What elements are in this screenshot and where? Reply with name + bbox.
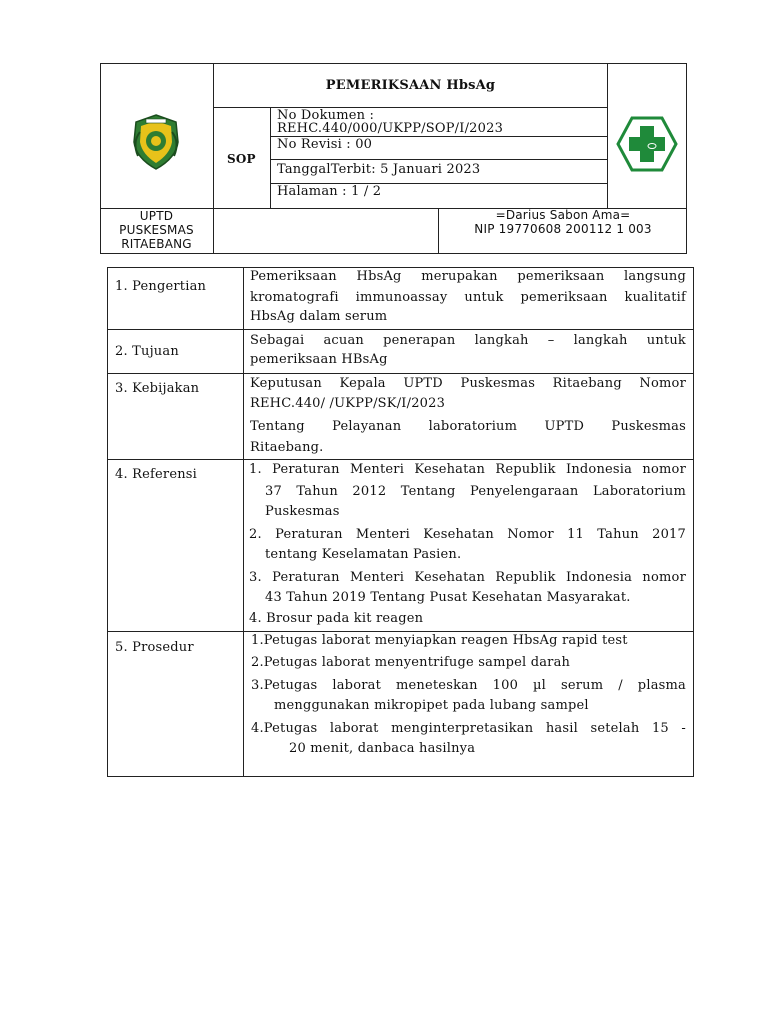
document-title: PEMERIKSAAN HbsAg: [325, 78, 496, 93]
pengertian-line: HbsAg dalam serum: [250, 309, 388, 324]
page-number: Halaman : 1 / 2: [277, 184, 382, 199]
tujuan-line: Sebagai acuan penerapan langkah – langkah untuk: [250, 333, 686, 348]
kebijakan-line: Ritaebang.: [250, 440, 324, 455]
referensi-item-line: 37 Tahun 2012 Tentang Penyelengaraan Laboratorium: [265, 484, 686, 499]
referensi-item-line: Puskesmas: [265, 504, 340, 519]
kebijakan-line: Keputusan Kepala UPTD Puskesmas Ritaebang Nomor: [250, 376, 686, 391]
prosedur-item-line: 1.Petugas laborat menyiapkan reagen HbsAg rapid test: [251, 633, 628, 648]
regency-crest-icon: [126, 112, 186, 172]
referensi-item-line: tentang Keselamatan Pasien.: [265, 547, 462, 562]
org-name-line-1: UPTD: [139, 209, 174, 223]
prosedur-item-line: 4.Petugas laborat menginterpretasikan hasil setelah 15 -: [251, 721, 686, 736]
prosedur-item-line: 3.Petugas laborat meneteskan 100 µl serum / plasma: [251, 678, 686, 693]
signer-name: =Darius Sabon Ama=: [495, 208, 631, 222]
pengertian-line: Pemeriksaan HbsAg merupakan pemeriksaan langsung: [250, 269, 686, 284]
tujuan-line: pemeriksaan HBsAg: [250, 352, 388, 367]
issue-date: TanggalTerbit: 5 Januari 2023: [277, 162, 481, 177]
org-name-line-2: PUSKESMAS: [119, 223, 194, 237]
kebijakan-line: REHC.440/ /UKPP/SK/I/2023: [250, 396, 446, 411]
section-label-tujuan: 2. Tujuan: [115, 344, 179, 359]
referensi-item-line: 2. Peraturan Menteri Kesehatan Nomor 11 Tahun 2017: [249, 527, 686, 542]
section-label-pengertian: 1. Pengertian: [115, 279, 207, 294]
puskesmas-cross-icon: [616, 116, 678, 172]
org-name-line-3: RITAEBANG: [121, 237, 192, 251]
doc-number-value: REHC.440/000/UKPP/SOP/I/2023: [277, 121, 504, 136]
referensi-item-line: 43 Tahun 2019 Tentang Pusat Kesehatan Masyarakat.: [265, 590, 631, 605]
referensi-item-line: 3. Peraturan Menteri Kesehatan Republik Indonesia nomor: [249, 570, 686, 585]
referensi-item-line: 4. Brosur pada kit reagen: [249, 611, 424, 626]
prosedur-item-line: menggunakan mikropipet pada lubang sampel: [274, 698, 589, 713]
prosedur-item-line: 2.Petugas laborat menyentrifuge sampel darah: [251, 655, 571, 670]
signer-nip: NIP 19770608 200112 1 003: [474, 222, 652, 236]
revision-number: No Revisi : 00: [277, 137, 373, 152]
section-label-kebijakan: 3. Kebijakan: [115, 381, 200, 396]
pengertian-line: kromatografi immunoassay untuk pemeriksaan kualitatif: [250, 290, 686, 305]
referensi-item-line: 1. Peraturan Menteri Kesehatan Republik Indonesia nomor: [249, 462, 686, 477]
sop-label: SOP: [227, 152, 256, 166]
section-label-prosedur: 5. Prosedur: [115, 640, 194, 655]
section-label-referensi: 4. Referensi: [115, 467, 198, 482]
doc-number-label: No Dokumen :: [277, 108, 375, 123]
kebijakan-line: Tentang Pelayanan laboratorium UPTD Puskesmas: [250, 419, 686, 434]
prosedur-item-line: 20 menit, danbaca hasilnya: [289, 741, 476, 756]
